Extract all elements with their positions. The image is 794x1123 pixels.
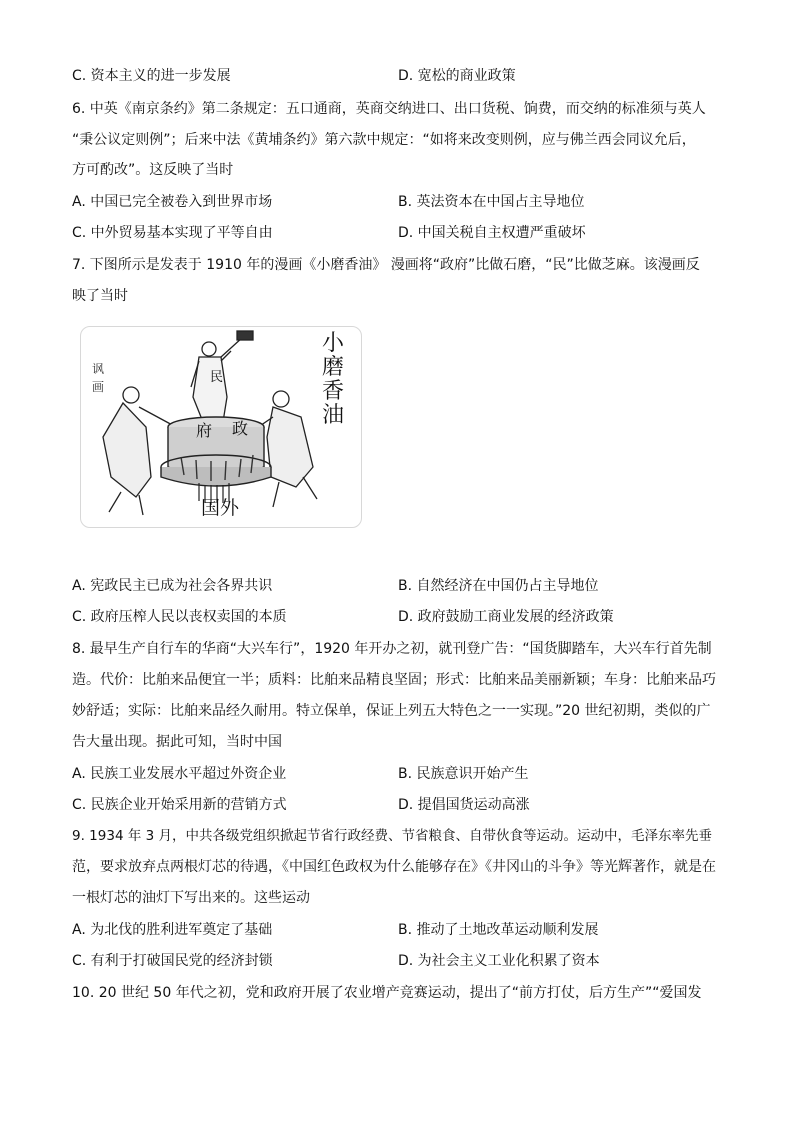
cartoon-title-char: 小 (321, 331, 344, 356)
millstone (161, 417, 271, 486)
cartoon-title-char: 香 (321, 379, 344, 404)
q8-options-row-cd (72, 795, 722, 815)
cartoon-title-char: 油 (321, 403, 344, 428)
q5-options-row-cd (72, 66, 722, 86)
q8-option-d[interactable]: D. 提倡国货运动高涨 (398, 797, 530, 813)
q9-options-row-cd (72, 951, 722, 971)
cartoon-label-zheng: 政 (232, 419, 249, 438)
q7-option-b[interactable]: B. 自然经济在中国仍占主导地位 (398, 578, 599, 594)
q6-option-c[interactable]: C. 中外贸易基本实现了平等自由 (72, 225, 273, 241)
q7-option-c[interactable]: C. 政府压榨人民以丧权卖国的本质 (72, 609, 287, 625)
cartoon-title (318, 332, 348, 428)
cartoon-title-char: 磨 (321, 355, 344, 380)
q5-option-d[interactable]: D. 宽松的商业政策 (398, 68, 516, 84)
cartoon-signature-char: 画 (92, 380, 105, 394)
cartoon-signature-char: 讽 (92, 362, 105, 376)
cartoon-label-min: 民 (210, 370, 224, 385)
q8-options-row-ab (72, 764, 722, 784)
q9-option-a[interactable]: A. 为北伐的胜利进军奠定了基础 (72, 922, 273, 938)
q8-stem-line-4: 告大量出现。据此可知，当时中国 (72, 734, 282, 750)
q7-stem-line-2: 映了当时 (72, 288, 128, 304)
q9-option-b[interactable]: B. 推动了土地改革运动顺利发展 (398, 922, 599, 938)
q5-option-c[interactable]: C. 资本主义的进一步发展 (72, 68, 231, 84)
q6-options-row-ab (72, 192, 722, 212)
q7-options-row-ab (72, 576, 722, 596)
q6-stem-line-1: 6. 中英《南京条约》第二条规定：五口通商，英商交纳进口、出口货税、饷费，而交纳的标准须与英人 (72, 101, 706, 117)
q6-option-d[interactable]: D. 中国关税自主权遭严重破坏 (398, 225, 586, 241)
q6-option-a[interactable]: A. 中国已完全被卷入到世界市场 (72, 194, 273, 210)
cartoon-label-fu: 府 (196, 421, 213, 440)
figure-left (103, 387, 176, 515)
q9-options-row-ab (72, 920, 722, 940)
q6-stem-line-2: “秉公议定则例”；后来中法《黄埔条约》第六款中规定：“如将来改变则例，应与佛兰西会同议允后， (72, 132, 696, 148)
q8-stem-line-1: 8. 最早生产自行车的华商“大兴车行”，1920 年开办之初，就刊登广告：“国货脚踏车，大兴车行首先制 (72, 641, 712, 657)
q9-stem-line-1: 9. 1934 年 3 月，中共各级党组织掀起节省行政经费、节省粮食、自带伙食等运动。运动中，毛泽东率先垂 (72, 828, 712, 844)
q7-option-a[interactable]: A. 宪政民主已成为社会各界共识 (72, 578, 273, 594)
q9-stem-line-2: 范，要求放弃点两根灯芯的待遇，《中国红色政权为什么能够存在》《井冈山的斗争》等光辉著作，就是在 (72, 859, 716, 875)
q7-option-d[interactable]: D. 政府鼓励工商业发展的经济政策 (398, 609, 614, 625)
q9-stem-line-3: 一根灯芯的油灯下写出来的。这些运动 (72, 890, 310, 906)
q8-option-b[interactable]: B. 民族意识开始产生 (398, 766, 529, 782)
q6-options-row-cd (72, 223, 722, 243)
q8-option-a[interactable]: A. 民族工业发展水平超过外资企业 (72, 766, 287, 782)
q7-options-row-cd (72, 607, 722, 627)
q8-stem-line-2: 造。代价：比舶来品便宜一半；质料：比舶来品精良坚固；形式：比舶来品美丽新颖；车身：比舶来品巧 (72, 672, 716, 688)
cartoon-label-guowai: 国外 (201, 497, 240, 519)
q7-stem-line-1: 7. 下图所示是发表于 1910 年的漫画《小磨香油》 漫画将“政府”比做石磨，“民”比做芝麻。该漫画反 (72, 257, 700, 273)
cartoon-signature (92, 360, 104, 396)
q9-option-d[interactable]: D. 为社会主义工业化积累了资本 (398, 953, 600, 969)
q10-stem-line-1: 10. 20 世纪 50 年代之初，党和政府开展了农业增产竞赛运动，提出了“前方打仗，后方生产”“爱国发 (72, 985, 702, 1001)
q8-option-c[interactable]: C. 民族企业开始采用新的营销方式 (72, 797, 287, 813)
q9-option-c[interactable]: C. 有利于打破国民党的经济封锁 (72, 953, 273, 969)
q6-option-b[interactable]: B. 英法资本在中国占主导地位 (398, 194, 585, 210)
q6-stem-line-3: 方可酌改”。这反映了当时 (72, 162, 234, 178)
q8-stem-line-3: 妙舒适；实际：比舶来品经久耐用。特立保单，保证上列五大特色之一一实现。”20 世纪初期，类似的广 (72, 703, 711, 719)
